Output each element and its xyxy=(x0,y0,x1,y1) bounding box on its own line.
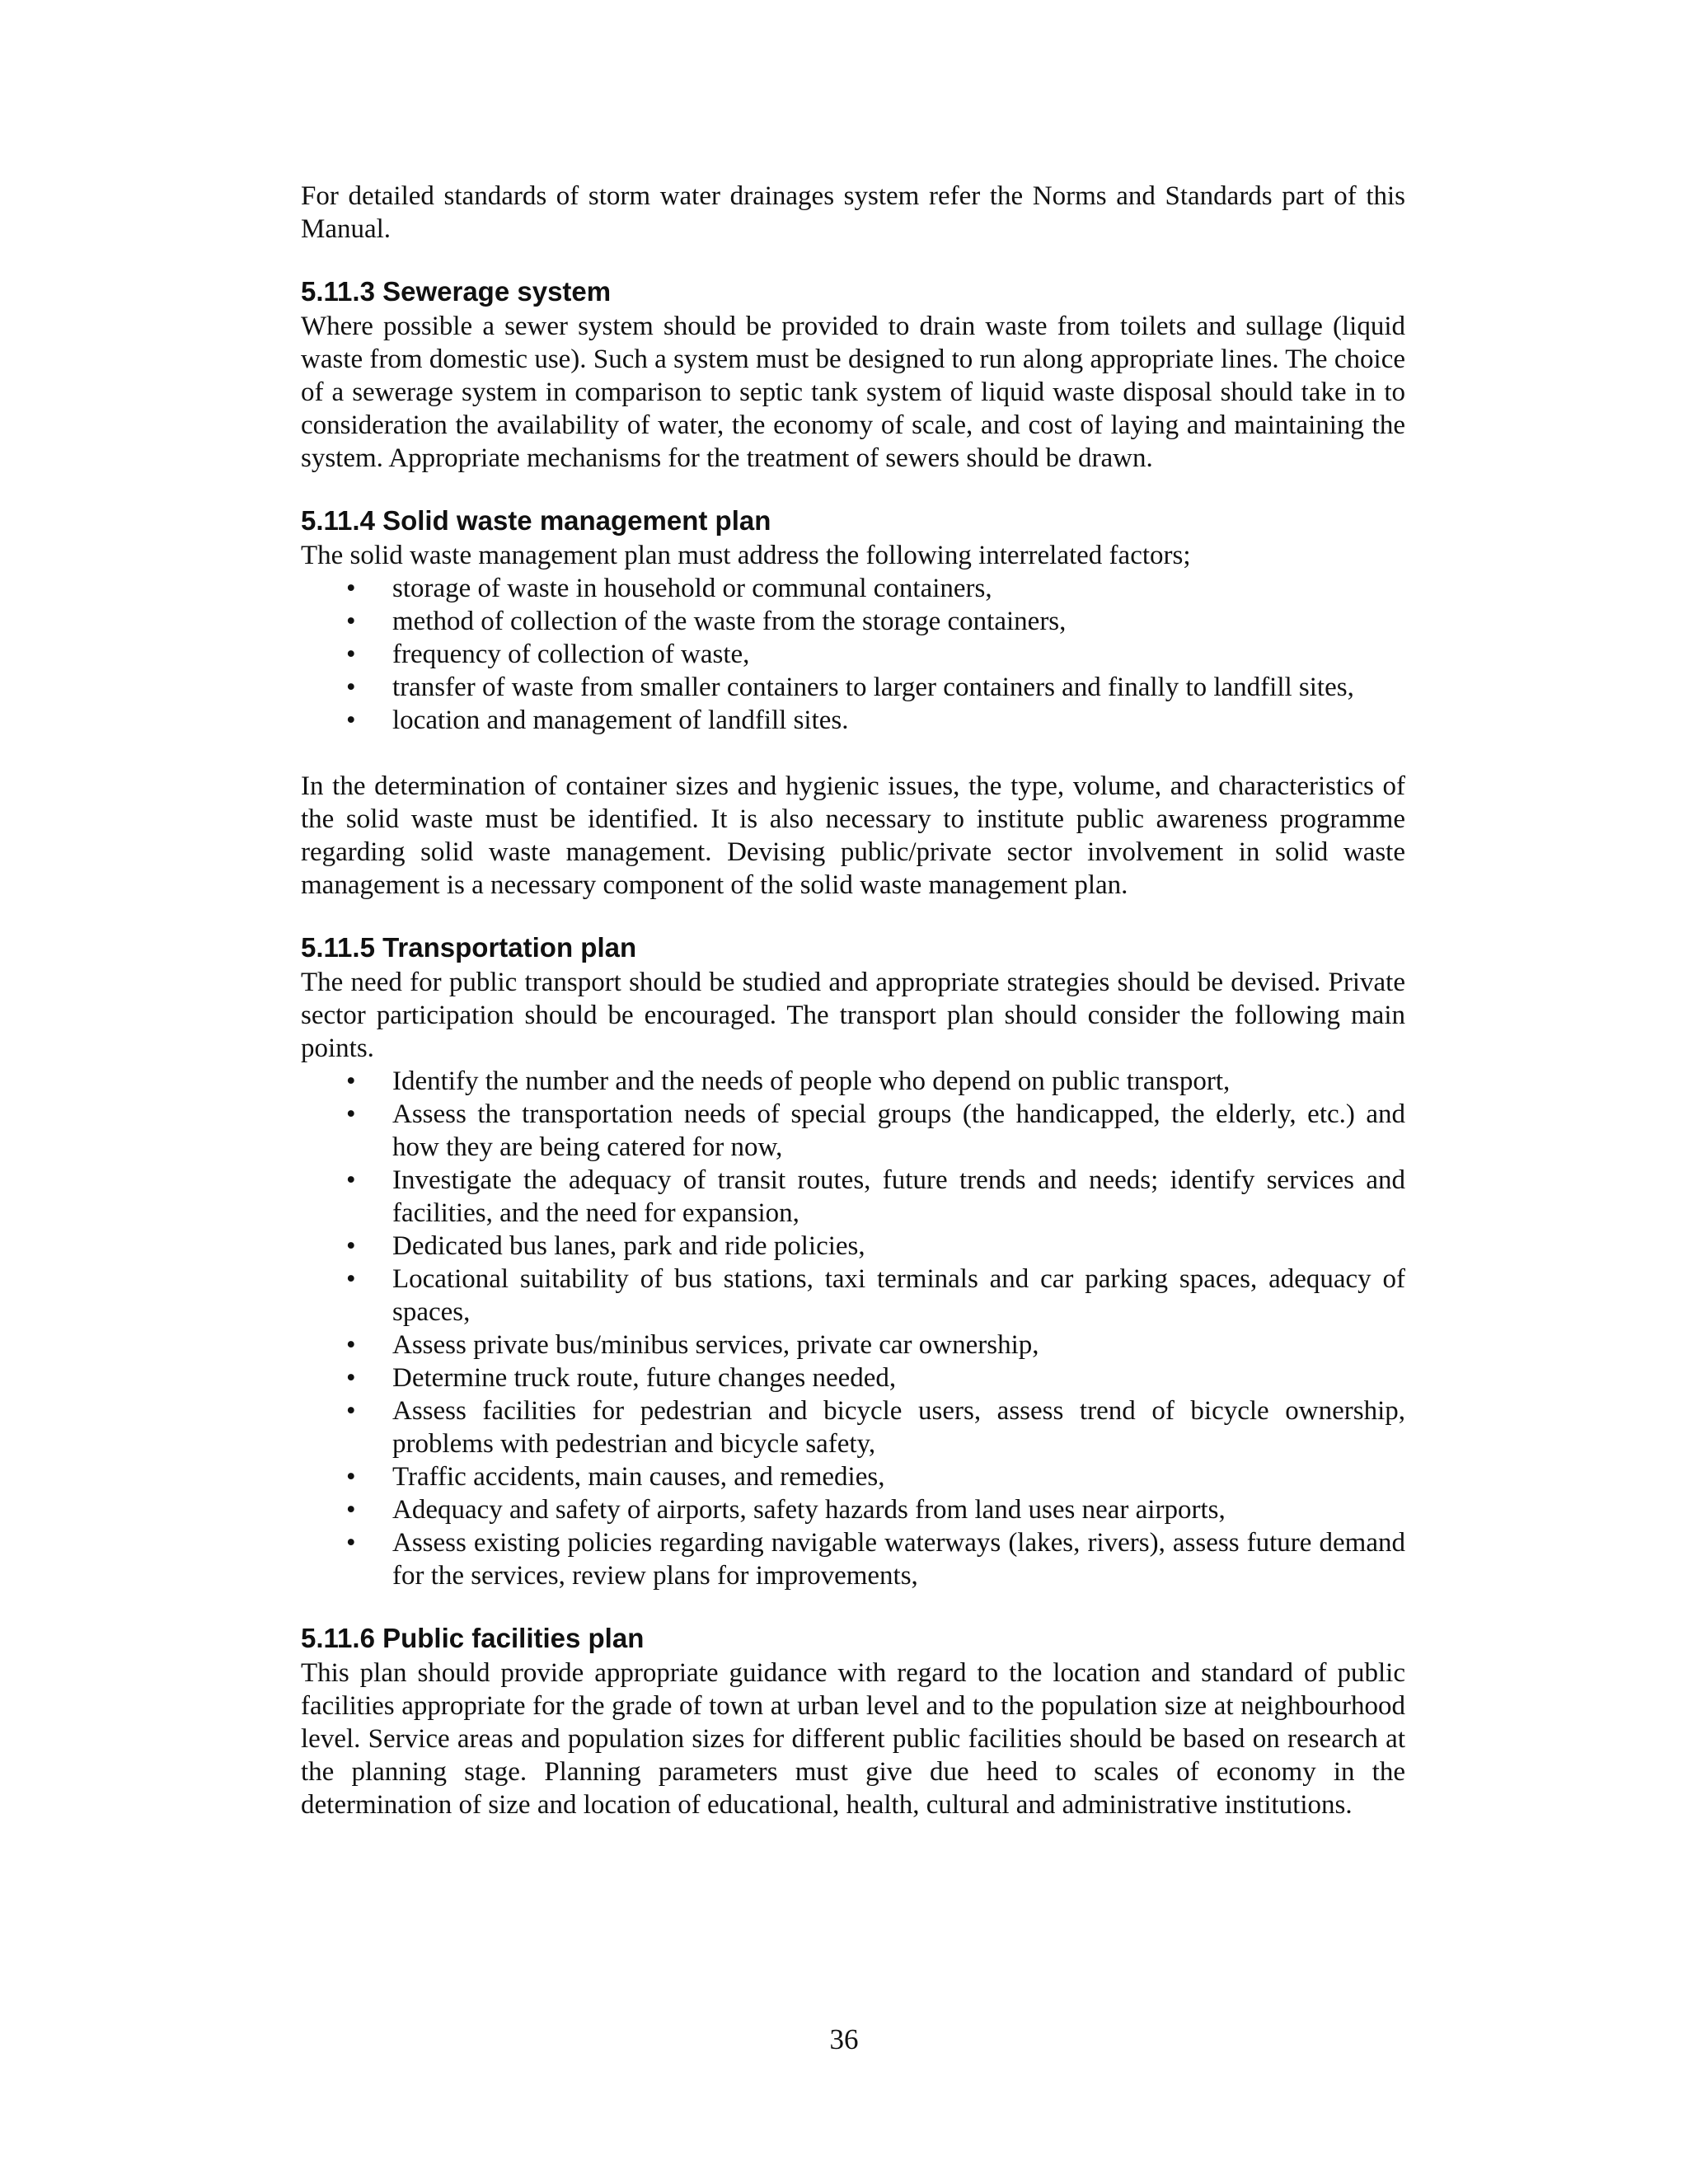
page-number: 36 xyxy=(829,2023,859,2055)
bullet-list xyxy=(301,1065,1405,1592)
section-paragraph: The need for public transport should be studied and appropriate strategies should be devised. Private sector participation should be encouraged. The transport plan should consider the following main points. xyxy=(301,968,1405,1063)
list-item: • frequency of collection of waste, xyxy=(301,638,1405,671)
list-item: • Investigate the adequacy of transit routes, future trends and needs; identify services and facilities, and the need for expansion, xyxy=(301,1164,1405,1230)
list-item: • Assess private bus/minibus services, private car ownership, xyxy=(301,1329,1405,1361)
document-page xyxy=(301,180,1405,1821)
bullet-list xyxy=(301,572,1405,737)
list-item: • method of collection of the waste from the storage containers, xyxy=(301,605,1405,638)
list-item: • Assess the transportation needs of special groups (the handicapped, the elderly, etc.) and how they are being catered for now, xyxy=(301,1098,1405,1164)
list-item: • Dedicated bus lanes, park and ride policies, xyxy=(301,1230,1405,1263)
list-item: • Adequacy and safety of airports, safety hazards from land uses near airports, xyxy=(301,1493,1405,1526)
intro-paragraph: For detailed standards of storm water drainages system refer the Norms and Standards part of this Manual. xyxy=(301,181,1405,244)
list-item: • transfer of waste from smaller containers to larger containers and finally to landfill sites, xyxy=(301,671,1405,704)
section-sewerage-system xyxy=(301,275,1405,475)
section-paragraph: The solid waste management plan must address the following interrelated factors; xyxy=(301,541,1191,570)
paragraph-spacer xyxy=(301,737,1405,770)
section-paragraph: In the determination of container sizes and hygienic issues, the type, volume, and characteristics of the solid waste must be identified. It is also necessary to institute public awareness programme regarding solid waste management. Devising public/private sector involvement in solid waste management is a necessary component of the solid waste management plan. xyxy=(301,771,1405,900)
list-item: • storage of waste in household or communal containers, xyxy=(301,572,1405,605)
section-transportation-plan xyxy=(301,931,1405,1592)
section-heading: 5.11.3 Sewerage system xyxy=(301,276,612,307)
section-paragraph: This plan should provide appropriate guidance with regard to the location and standard of public facilities appropriate for the grade of town at urban level and to the population size at neighbourhood level. Service areas and population sizes for different public facilities should be based on research at the planning stage. Planning parameters must give due heed to scales of economy in the determination of size and location of educational, health, cultural and administrative institutions. xyxy=(301,1658,1405,1820)
section-heading: 5.11.6 Public facilities plan xyxy=(301,1623,645,1653)
list-item: • Identify the number and the needs of people who depend on public transport, xyxy=(301,1065,1405,1098)
list-item: • Assess existing policies regarding navigable waterways (lakes, rivers), assess future demand for the services, review plans for improvements, xyxy=(301,1526,1405,1592)
section-heading: 5.11.4 Solid waste management plan xyxy=(301,505,771,536)
section-heading: 5.11.5 Transportation plan xyxy=(301,932,637,963)
section-paragraph: Where possible a sewer system should be provided to drain waste from toilets and sullage (liquid waste from domestic use). Such a system must be designed to run along appropriate lines. The choice of a sewerage system in comparison to septic tank system of liquid waste disposal should take in to consideration the availability of water, the economy of scale, and cost of laying and maintaining the system. Appropriate mechanisms for the treatment of sewers should be drawn. xyxy=(301,312,1405,473)
list-item: • Locational suitability of bus stations, taxi terminals and car parking spaces, adequacy of spaces, xyxy=(301,1263,1405,1329)
list-item: • Assess facilities for pedestrian and bicycle users, assess trend of bicycle ownership, problems with pedestrian and bicycle safety, xyxy=(301,1394,1405,1460)
section-solid-waste-management xyxy=(301,504,1405,902)
section-public-facilities-plan xyxy=(301,1622,1405,1821)
list-item: • Traffic accidents, main causes, and remedies, xyxy=(301,1460,1405,1493)
list-item: • location and management of landfill sites. xyxy=(301,704,1405,737)
list-item: • Determine truck route, future changes needed, xyxy=(301,1361,1405,1394)
